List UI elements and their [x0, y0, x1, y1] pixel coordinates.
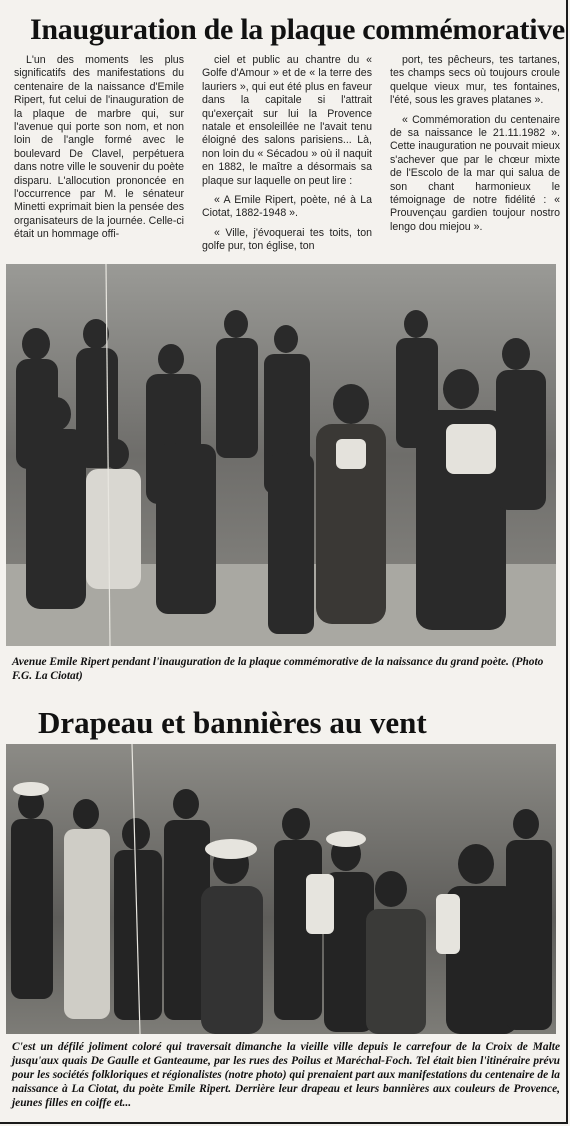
crowd-inauguration-photo — [6, 264, 556, 646]
paragraph: L'un des moments les plus significatifs des manifestations du centenaire de la naissance d'Emile Ripert, fut celui de l'inauguration de la plaque de marbre qui, sur l'avenue qui porte son nom, et non loin de l'angle formé avec le boulevard De Clavel, perpétuera dans notre ville le souvenir du poète disparu. L'allocution prononcée en l'occurrence par M. le sénateur Minetti exprimait bien la pensée des organisateurs de la journée. Celle-ci était un hommage offi- — [14, 54, 184, 241]
photo-caption-parade: C'est un défilé joliment coloré qui traversait dimanche la vieille ville depuis le carrefour de la Croix de Malte jusqu'aux quais De Gaulle et Ganteaume, par les rues des Poilus et Maréchal-Foch. Tel était bien l'itinéraire prévu pour les sociétés folkloriques et régionalistes (notre photo) qui prenaient part aux manifestations du centenaire de la naissance à La Ciotat, du poète Emile Ripert. Derrière leur drapeau et leurs bannières aux couleurs de Provence, jeunes filles en coiffe et... — [12, 1041, 560, 1109]
text-column-2 — [202, 54, 372, 254]
paragraph: ciel et public au chantre du « Golfe d'Amour » et de « la terre des lauriers », qui eut été plus en faveur dans la capitale si l'attrait qu'exerçait sur lui la Provence natale et ensoleillée ne l'avait tenu éloigné des salons parisiens... Là, non loin du « Sécadou » où il naquit en 1882, le maître a désormais sa plaque sur laquelle on peut lire : — [202, 54, 372, 187]
photo-caption-inauguration: Avenue Emile Ripert pendant l'inauguration de la plaque commémorative de la naissance du grand poète. (Photo F.G. La Ciotat) — [12, 656, 544, 682]
article-title-drapeau: Drapeau et bannières au vent — [38, 705, 427, 740]
text-column-3 — [390, 54, 560, 234]
article-body-inauguration — [10, 54, 562, 272]
paragraph: « Commémoration du centenaire de sa naissance le 21.11.1982 ». Cette inauguration ne pouvait mieux s'achever que par le chœur mixte de l'Escolo de la mar qui salua de son chant harmonieux le témoignage de notre fidélité : « Prouvençau gardien toujour nostro lengo dou miejou ». — [390, 113, 560, 233]
paragraph: « Ville, j'évoquerai tes toits, ton golfe pur, ton église, ton — [202, 226, 372, 253]
text-column-1 — [14, 54, 184, 242]
folk-parade-photo — [6, 744, 556, 1034]
article-title-inauguration: Inauguration de la plaque commémorative — [30, 13, 565, 46]
paragraph: « A Emile Ripert, poète, né à La Ciotat, 1882-1948 ». — [202, 194, 372, 220]
paragraph: port, tes pêcheurs, tes tartanes, tes champs secs où toujours croule quelque vieux mur, tes fontaines, l'été, sous les graves platanes ». — [390, 54, 560, 107]
